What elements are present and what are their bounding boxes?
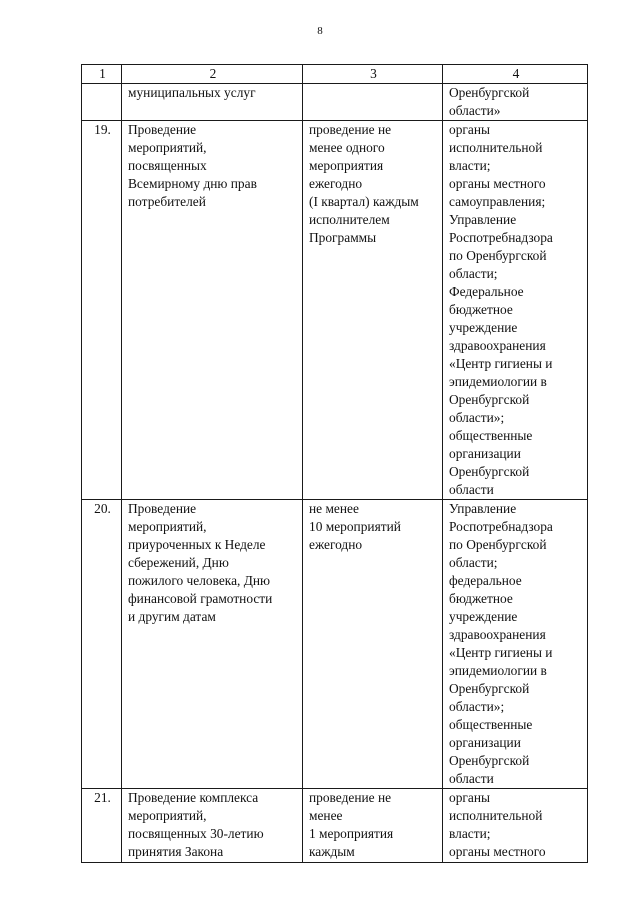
executors-cell: Оренбургской области» (443, 84, 588, 121)
executors-cell: Управление Роспотребнадзора по Оренбургской области; федеральное бюджетное учреждение здравоохранения «Центр гигиены и эпидемиологии в Оренбургской области»; общественные организации Оренбургской области (443, 500, 588, 789)
row-number: 20. (82, 500, 122, 789)
executors-cell: органы исполнительной власти; органы местного самоуправления; Управление Роспотребнадзора по Оренбургской области; Федеральное бюджетное учреждение здравоохранения «Центр гигиены и эпидемиологии в Оренбургской области»; общественные организации Оренбургской области (443, 121, 588, 500)
column-header: 1 (82, 65, 122, 84)
table-header-row (82, 65, 588, 84)
column-header: 2 (122, 65, 303, 84)
column-header: 3 (303, 65, 443, 84)
table-row (82, 121, 588, 500)
period-cell: проведение не менее одного мероприятия ежегодно (I квартал) каждым исполнителем Программы (303, 121, 443, 500)
period-cell: не менее 10 мероприятий ежегодно (303, 500, 443, 789)
column-header: 4 (443, 65, 588, 84)
activity-cell: Проведение мероприятий, приуроченных к Неделе сбережений, Дню пожилого человека, Дню финансовой грамотности и другим датам (122, 500, 303, 789)
row-number (82, 84, 122, 121)
row-number: 21. (82, 789, 122, 863)
measures-table (81, 64, 588, 863)
page-number: 8 (317, 25, 323, 37)
executors-cell: органы исполнительной власти; органы местного (443, 789, 588, 863)
table-row (82, 789, 588, 863)
period-cell (303, 84, 443, 121)
activity-cell: муниципальных услуг (122, 84, 303, 121)
activity-cell: Проведение мероприятий, посвященных Всемирному дню прав потребителей (122, 121, 303, 500)
row-number: 19. (82, 121, 122, 500)
table-row (82, 500, 588, 789)
table-row (82, 84, 588, 121)
period-cell: проведение не менее 1 мероприятия каждым (303, 789, 443, 863)
activity-cell: Проведение комплекса мероприятий, посвященных 30-летию принятия Закона (122, 789, 303, 863)
